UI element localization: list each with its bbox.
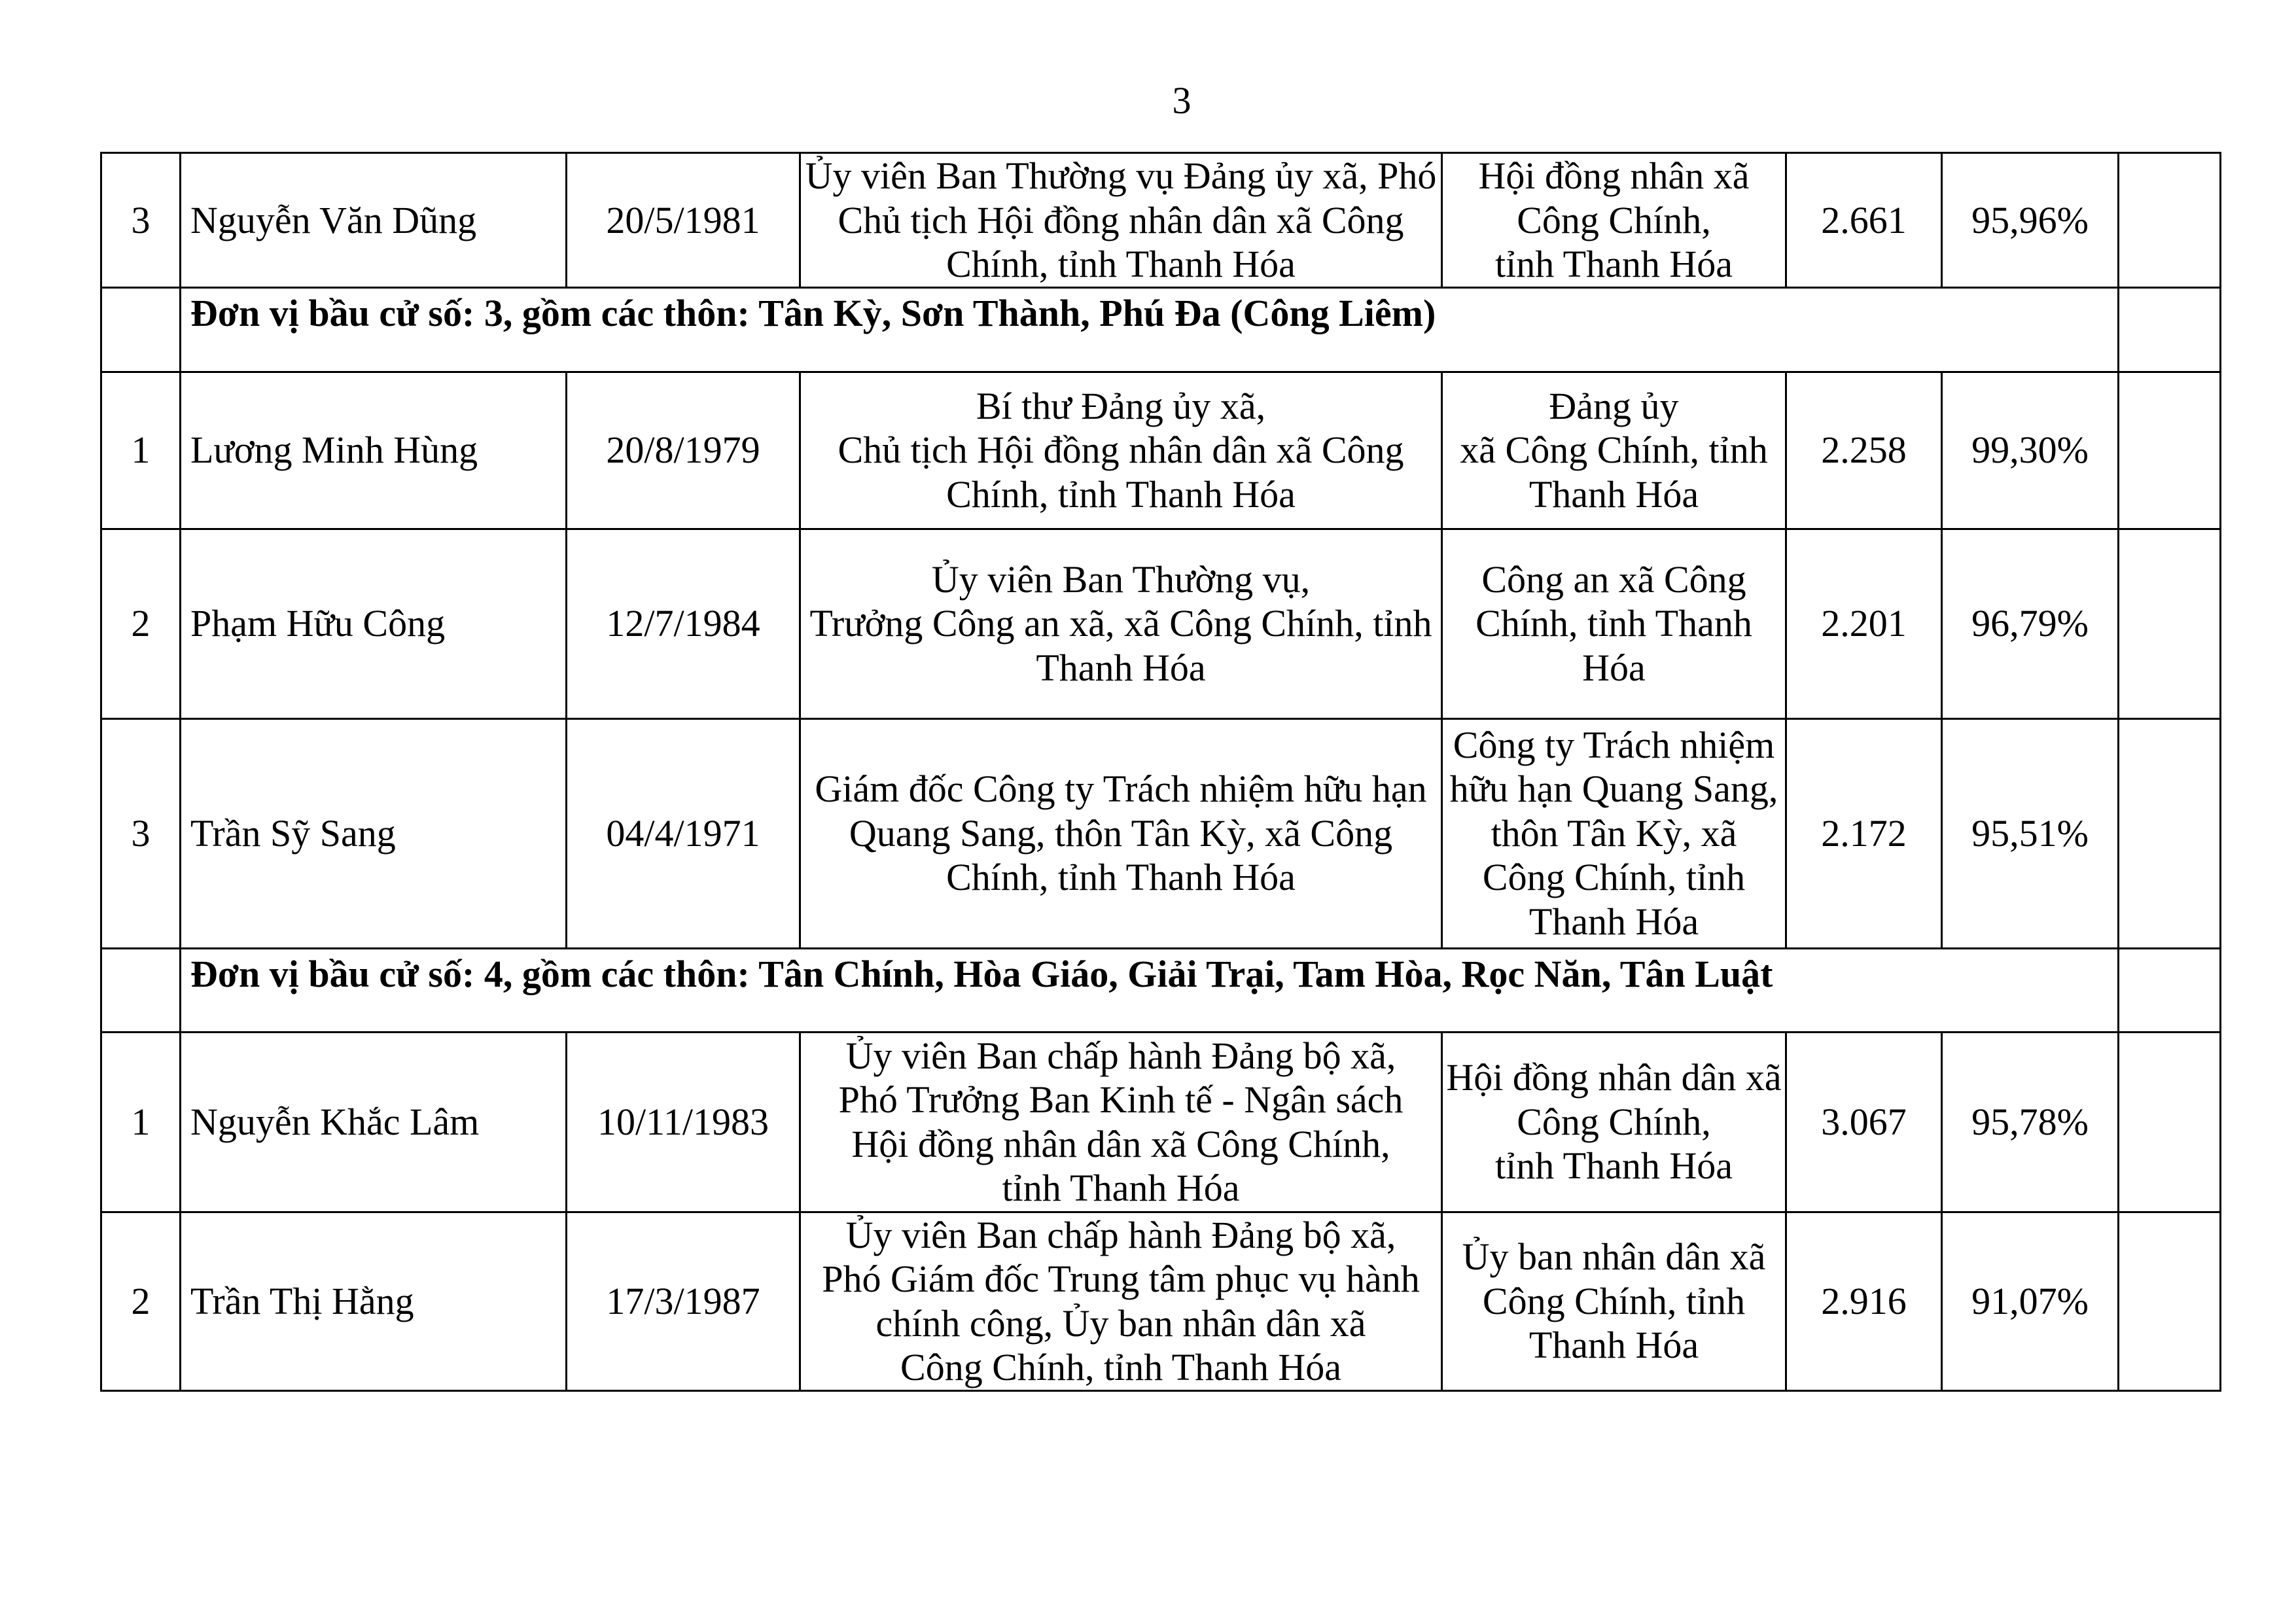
candidate-name: Trần Thị Hằng (181, 1212, 567, 1390)
date-of-birth: 10/11/1983 (567, 1032, 800, 1212)
candidate-name: Lương Minh Hùng (181, 372, 567, 529)
stt-cell: 2 (101, 1212, 181, 1390)
workplace: Công ty Trách nhiệm hữu hạn Quang Sang, thôn Tân Kỳ, xã Công Chính, tỉnh Thanh Hóa (1442, 718, 1786, 948)
vote-count: 2.258 (1786, 372, 1942, 529)
stt-cell (101, 948, 181, 1032)
note-cell (2119, 153, 2221, 288)
date-of-birth: 17/3/1987 (567, 1212, 800, 1390)
position-title: Ủy viên Ban Thường vụ, Trưởng Công an xã, xã Công Chính, tỉnh Thanh Hóa (800, 529, 1442, 718)
note-cell (2119, 718, 2221, 948)
candidate-name: Nguyễn Văn Dũng (181, 153, 567, 288)
table-body (101, 153, 2221, 1391)
stt-cell: 2 (101, 529, 181, 718)
vote-percentage: 95,51% (1942, 718, 2119, 948)
date-of-birth: 20/5/1981 (567, 153, 800, 288)
table-row (101, 153, 2221, 288)
workplace: Ủy ban nhân dân xã Công Chính, tỉnh Thanh Hóa (1442, 1212, 1786, 1390)
vote-percentage: 99,30% (1942, 372, 2119, 529)
date-of-birth: 04/4/1971 (567, 718, 800, 948)
candidate-results-table (100, 152, 2221, 1392)
unit-title: Đơn vị bầu cử số: 4, gồm các thôn: Tân Chính, Hòa Giáo, Giải Trại, Tam Hòa, Rọc Năn, Tân Luật (181, 948, 2119, 1032)
note-cell (2119, 372, 2221, 529)
vote-count: 2.201 (1786, 529, 1942, 718)
note-cell (2119, 287, 2221, 372)
date-of-birth: 20/8/1979 (567, 372, 800, 529)
stt-cell: 3 (101, 153, 181, 288)
table-row (101, 372, 2221, 529)
stt-cell: 3 (101, 718, 181, 948)
position-title: Bí thư Đảng ủy xã, Chủ tịch Hội đồng nhân dân xã Công Chính, tỉnh Thanh Hóa (800, 372, 1442, 529)
unit-title: Đơn vị bầu cử số: 3, gồm các thôn: Tân Kỳ, Sơn Thành, Phú Đa (Công Liêm) (181, 287, 2119, 372)
page-number: 3 (1172, 79, 1192, 122)
unit-heading-row (101, 948, 2221, 1032)
vote-percentage: 96,79% (1942, 529, 2119, 718)
candidate-name: Phạm Hữu Công (181, 529, 567, 718)
workplace: Công an xã Công Chính, tỉnh Thanh Hóa (1442, 529, 1786, 718)
note-cell (2119, 948, 2221, 1032)
table-row (101, 1212, 2221, 1390)
table-row (101, 529, 2221, 718)
vote-count: 2.916 (1786, 1212, 1942, 1390)
stt-cell: 1 (101, 1032, 181, 1212)
position-title: Giám đốc Công ty Trách nhiệm hữu hạn Quang Sang, thôn Tân Kỳ, xã Công Chính, tỉnh Thanh Hóa (800, 718, 1442, 948)
table-row (101, 1032, 2221, 1212)
table-row (101, 718, 2221, 948)
vote-count: 2.172 (1786, 718, 1942, 948)
workplace: Hội đồng nhân dân xã Công Chính, tỉnh Thanh Hóa (1442, 1032, 1786, 1212)
vote-percentage: 95,78% (1942, 1032, 2119, 1212)
position-title: Ủy viên Ban Thường vụ Đảng ủy xã, Phó Chủ tịch Hội đồng nhân dân xã Công Chính, tỉnh Thanh Hóa (800, 153, 1442, 288)
workplace: Hội đồng nhân xã Công Chính, tỉnh Thanh Hóa (1442, 153, 1786, 288)
note-cell (2119, 1032, 2221, 1212)
vote-count: 2.661 (1786, 153, 1942, 288)
workplace: Đảng ủy xã Công Chính, tỉnh Thanh Hóa (1442, 372, 1786, 529)
position-title: Ủy viên Ban chấp hành Đảng bộ xã, Phó Giám đốc Trung tâm phục vụ hành chính công, Ủy ban nhân dân xã Công Chính, tỉnh Thanh Hóa (800, 1212, 1442, 1390)
candidate-name: Trần Sỹ Sang (181, 718, 567, 948)
vote-count: 3.067 (1786, 1032, 1942, 1212)
position-title: Ủy viên Ban chấp hành Đảng bộ xã, Phó Trưởng Ban Kinh tế - Ngân sách Hội đồng nhân dân xã Công Chính, tỉnh Thanh Hóa (800, 1032, 1442, 1212)
vote-percentage: 95,96% (1942, 153, 2119, 288)
date-of-birth: 12/7/1984 (567, 529, 800, 718)
candidate-name: Nguyễn Khắc Lâm (181, 1032, 567, 1212)
note-cell (2119, 529, 2221, 718)
vote-percentage: 91,07% (1942, 1212, 2119, 1390)
stt-cell: 1 (101, 372, 181, 529)
unit-heading-row (101, 287, 2221, 372)
note-cell (2119, 1212, 2221, 1390)
stt-cell (101, 287, 181, 372)
